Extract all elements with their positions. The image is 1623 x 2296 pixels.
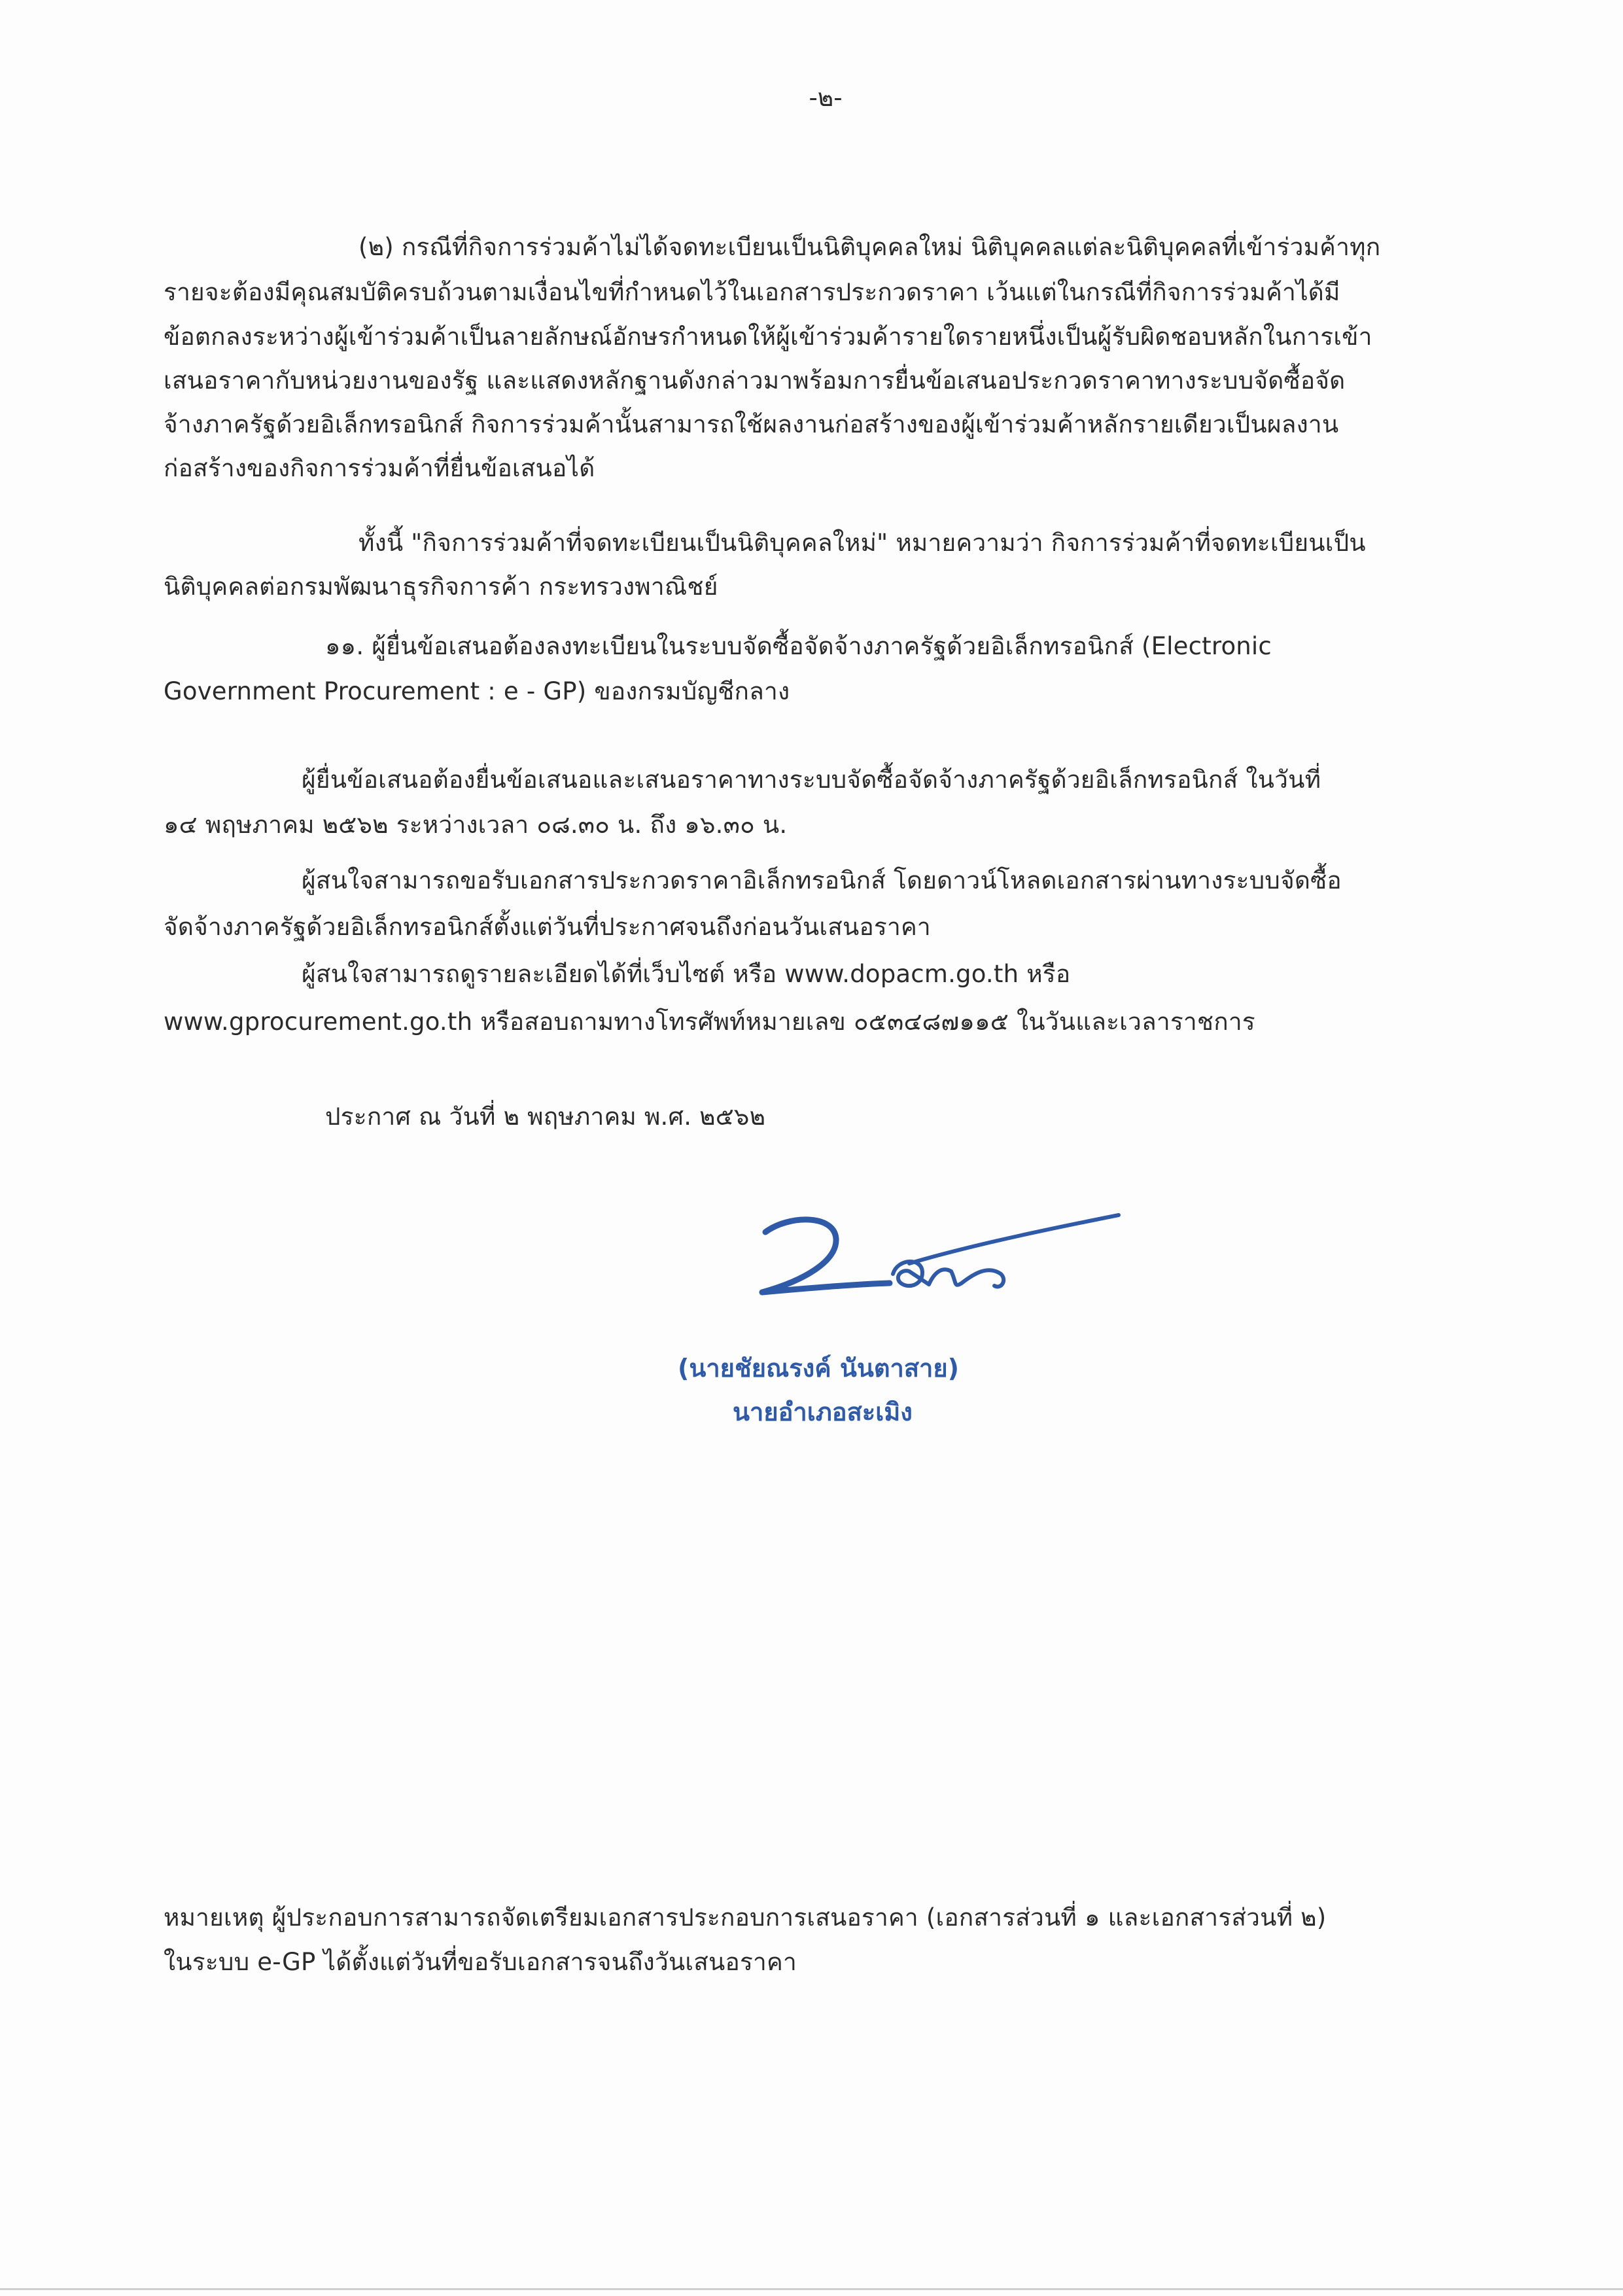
paragraph-contact-line-1: ผู้สนใจสามารถดูรายละเอียดได้ที่เว็บไซต์ หรือ www.dopacm.go.th หรือ [302,960,1071,988]
paragraph-definition-line-1: ทั้งนี้ "กิจการร่วมค้าที่จดทะเบียนเป็นนิติบุคคลใหม่" หมายความว่า กิจการร่วมค้าที่จดทะเบียนเป็น [358,529,1366,557]
paragraph-joint-venture-line-3: ข้อตกลงระหว่างผู้เข้าร่วมค้าเป็นลายลักษณ์อักษรกำหนดให้ผู้เข้าร่วมค้ารายใดรายหนึ่งเป็นผู้รับผิดชอบหลักในการเข้า [164,323,1372,351]
paragraph-contact-line-2: www.gprocurement.go.th หรือสอบถามทางโทรศัพท์หมายเลข ๐๕๓๔๘๗๑๑๕ ในวันและเวลาราชการ [164,1008,1255,1036]
paragraph-submission-line-2: ๑๔ พฤษภาคม ๒๕๖๒ ระหว่างเวลา ๐๘.๓๐ น. ถึง ๑๖.๓๐ น. [164,811,788,839]
signatory-name: (นายชัยณรงค์ นันตาสาย) [678,1354,960,1383]
page-number: -๒- [809,84,843,112]
paragraph-download-line-1: ผู้สนใจสามารถขอรับเอกสารประกวดราคาอิเล็กทรอนิกส์ โดยดาวน์โหลดเอกสารผ่านทางระบบจัดซื้อ [302,866,1342,894]
paragraph-definition-line-2: นิติบุคคลต่อกรมพัฒนาธุรกิจการค้า กระทรวงพาณิชย์ [164,573,718,601]
paragraph-download-line-2: จัดจ้างภาครัฐด้วยอิเล็กทรอนิกส์ตั้งแต่วันที่ประกาศจนถึงก่อนวันเสนอราคา [164,913,931,941]
paragraph-joint-venture-line-2: รายจะต้องมีคุณสมบัติครบถ้วนตามเงื่อนไขที่กำหนดไว้ในเอกสารประกวดราคา เว้นแต่ในกรณีที่กิจการร่วมค้าได้มี [164,278,1340,306]
signatory-position: นายอำเภอสะเมิง [733,1398,913,1426]
paragraph-submission-line-1: ผู้ยื่นข้อเสนอต้องยื่นข้อเสนอและเสนอราคาทางระบบจัดซื้อจัดจ้างภาครัฐด้วยอิเล็กทรอนิกส์ ในวันที่ [302,766,1321,794]
note-line-2: ในระบบ e-GP ได้ตั้งแต่วันที่ขอรับเอกสารจนถึงวันเสนอราคา [164,1948,797,1976]
paragraph-joint-venture-line-5: จ้างภาครัฐด้วยอิเล็กทรอนิกส์ กิจการร่วมค้านั้นสามารถใช้ผลงานก่อสร้างของผู้เข้าร่วมค้าหลักรายเดียวเป็นผลงาน [164,410,1339,438]
paragraph-joint-venture-line-4: เสนอราคากับหน่วยงานของรัฐ และแสดงหลักฐานดังกล่าวมาพร้อมการยื่นข้อเสนอประกวดราคาทางระบบจัดซื้อจัด [164,366,1346,395]
paragraph-joint-venture-line-1: (๒) กรณีที่กิจการร่วมค้าไม่ได้จดทะเบียนเป็นนิติบุคคลใหม่ นิติบุคคลแต่ละนิติบุคคลที่เข้าร่วมค้าทุก [358,233,1381,261]
scan-edge-divider [0,2288,1623,2290]
announcement-date: ประกาศ ณ วันที่ ๒ พฤษภาคม พ.ศ. ๒๕๖๒ [325,1103,766,1131]
item-11-line-2: Government Procurement : e - GP) ของกรมบัญชีกลาง [164,677,790,705]
item-11-line-1: ๑๑. ผู้ยื่นข้อเสนอต้องลงทะเบียนในระบบจัดซื้อจัดจ้างภาครัฐด้วยอิเล็กทรอนิกส์ (Electronic [325,632,1272,660]
paragraph-joint-venture-line-6: ก่อสร้างของกิจการร่วมค้าที่ยื่นข้อเสนอได้ [164,454,595,482]
note-line-1: หมายเหตุ ผู้ประกอบการสามารถจัดเตรียมเอกสารประกอบการเสนอราคา (เอกสารส่วนที่ ๑ และเอกสารส่วนที่ ๒) [164,1903,1327,1932]
signature-image [726,1201,1132,1318]
